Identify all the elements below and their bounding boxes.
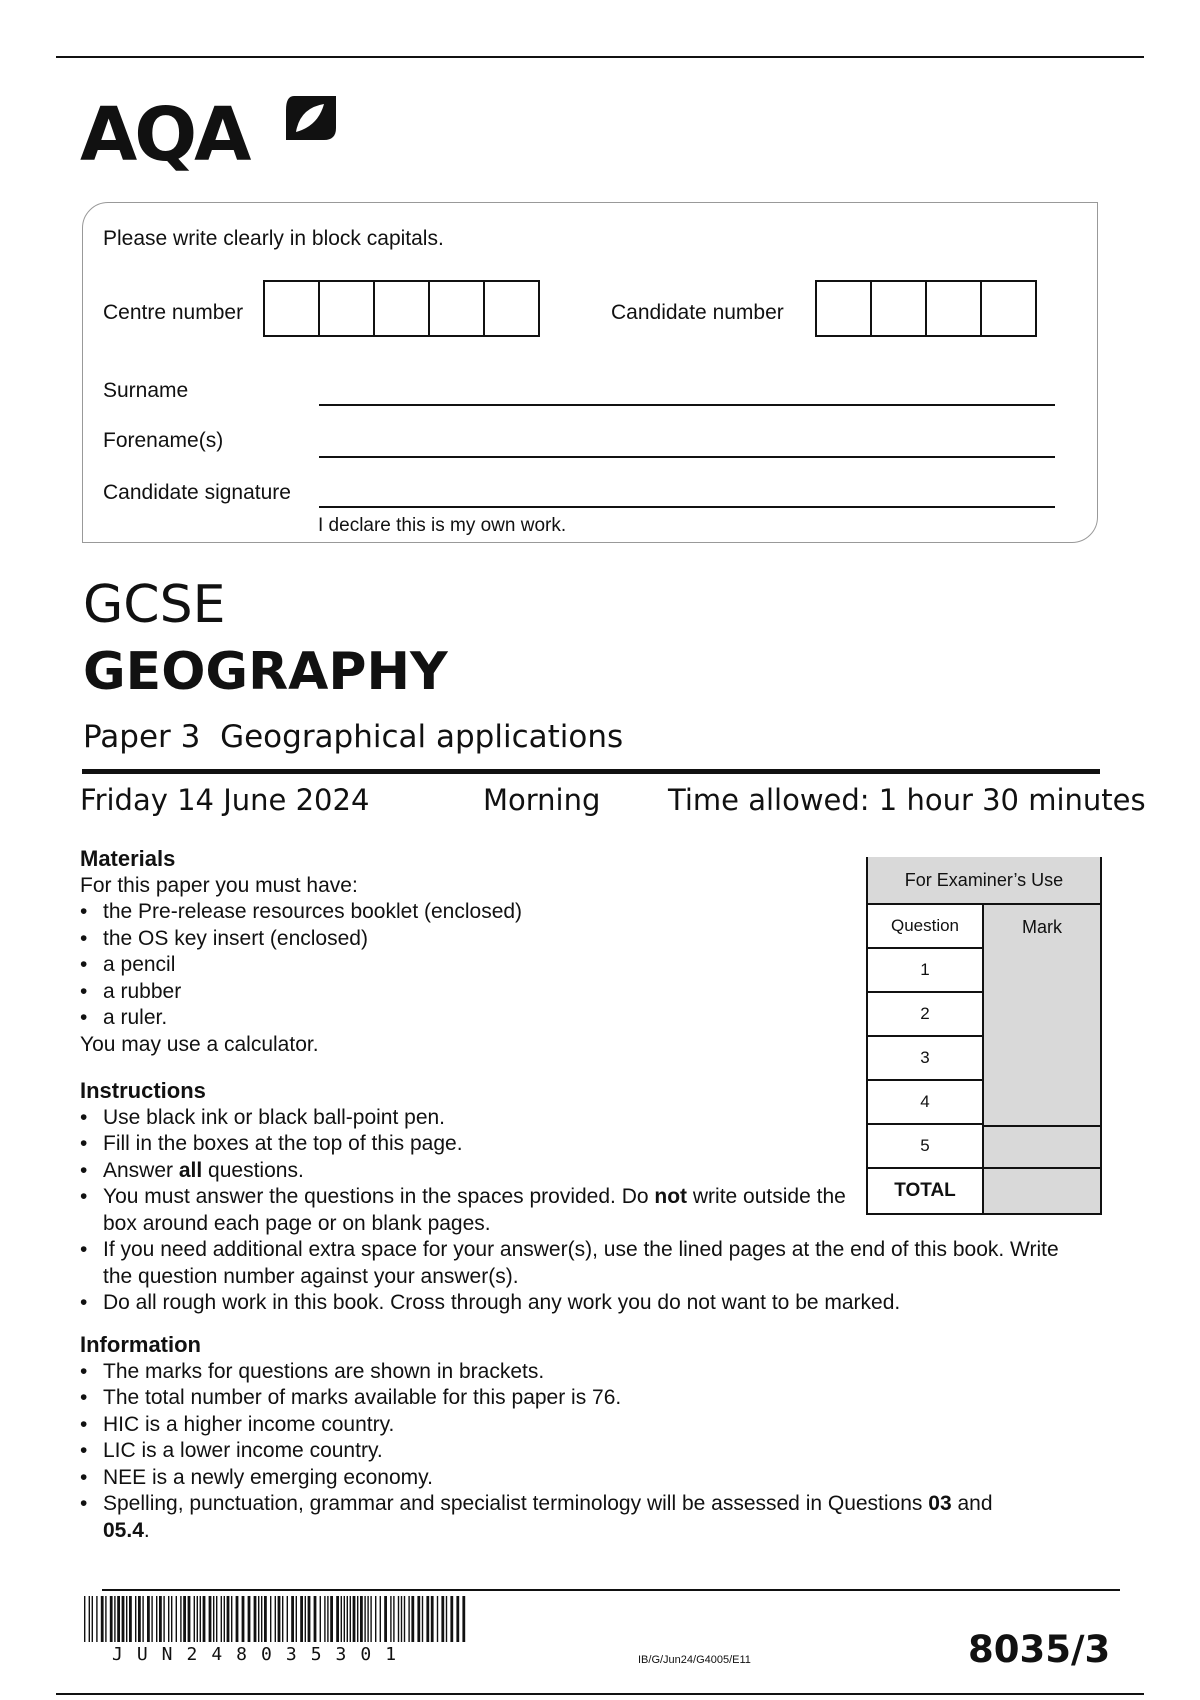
footer-rule	[102, 1589, 1120, 1591]
candidate-number-digit-box[interactable]	[980, 280, 1037, 337]
centre-number-digit-box[interactable]	[318, 280, 375, 337]
examiner-table-row	[866, 949, 1102, 993]
spag-question-ref: 05.4	[103, 1518, 144, 1542]
barcode-icon	[84, 1596, 469, 1642]
aqa-logo-mark-icon	[280, 90, 340, 150]
information-heading: Information	[80, 1332, 201, 1357]
instruction-item	[80, 1184, 870, 1237]
candidate-number-digit-box[interactable]	[925, 280, 982, 337]
information-item: • HIC is a higher income country.	[80, 1412, 1080, 1439]
materials-heading: Materials	[80, 846, 176, 871]
surname-label: Surname	[103, 379, 189, 402]
examiner-table-total-row	[866, 1169, 1102, 1215]
candidate-details-box	[82, 202, 1098, 543]
instruction-text: write outside the box around each page or on blank pages.	[103, 1185, 846, 1235]
mark-column-header: Mark	[984, 905, 1102, 949]
block-capitals-instruction: Please write clearly in block capitals.	[103, 227, 444, 250]
information-item	[80, 1491, 1015, 1544]
materials-item: • a rubber	[80, 979, 522, 1006]
instruction-emphasis: all	[178, 1158, 203, 1182]
materials-item: • the Pre-release resources booklet (enclosed)	[80, 899, 522, 926]
mark-cell	[984, 1081, 1102, 1125]
barcode-digits: JUN248035301	[112, 1644, 411, 1665]
forenames-line[interactable]	[319, 456, 1055, 458]
exam-date: Friday 14 June 2024	[80, 783, 370, 817]
document-reference: IB/G/Jun24/G4005/E11	[638, 1654, 751, 1666]
total-label: TOTAL	[866, 1169, 984, 1215]
materials-list	[80, 899, 522, 1032]
mark-cell	[984, 1125, 1102, 1169]
centre-number-digit-box[interactable]	[373, 280, 430, 337]
materials-item: • the OS key insert (enclosed)	[80, 926, 522, 953]
information-item: • The marks for questions are shown in brackets.	[80, 1359, 1080, 1386]
information-item: • The total number of marks available for this paper is 76.	[80, 1385, 1080, 1412]
information-item: • NEE is a newly emerging economy.	[80, 1465, 1080, 1492]
qualification-title: GCSE	[83, 575, 226, 635]
materials-item: • a pencil	[80, 952, 522, 979]
surname-line[interactable]	[319, 404, 1055, 406]
paper-title: Paper 3 Geographical applications	[83, 719, 624, 755]
instruction-text: Do all rough work in this book. Cross through any work you do not want to be marked.	[103, 1291, 901, 1314]
title-rule	[82, 769, 1100, 774]
spag-text: Spelling, punctuation, grammar and specialist terminology will be assessed in Questions	[103, 1492, 929, 1515]
declaration-text: I declare this is my own work.	[318, 515, 567, 536]
aqa-logo	[80, 90, 350, 185]
mark-cell	[984, 1037, 1102, 1081]
instruction-text: You must answer the questions in the spaces provided. Do	[103, 1185, 655, 1208]
materials-section	[80, 846, 522, 1058]
instruction-emphasis: not	[654, 1185, 688, 1208]
examiner-table-row	[866, 1037, 1102, 1081]
information-section	[80, 1332, 1080, 1544]
instruction-item	[80, 1290, 1080, 1317]
signature-label: Candidate signature	[103, 481, 291, 504]
mark-cell	[984, 993, 1102, 1037]
exam-session: Morning	[483, 783, 601, 817]
candidate-number-digit-box[interactable]	[815, 280, 872, 337]
bottom-rule	[56, 1693, 1144, 1695]
instruction-item	[80, 1237, 1070, 1290]
question-number: 2	[866, 993, 984, 1037]
examiner-table-row	[866, 1081, 1102, 1125]
mark-cell	[984, 949, 1102, 993]
total-mark-cell	[984, 1169, 1102, 1215]
examiner-table-row	[866, 1125, 1102, 1169]
calculator-note: You may use a calculator.	[80, 1032, 319, 1056]
signature-line[interactable]	[319, 506, 1055, 508]
instruction-text: If you need additional extra space for your answer(s), use the lined pages at the end of this book. Write the question number against your answer(s).	[103, 1238, 1059, 1288]
question-number: 1	[866, 949, 984, 993]
centre-number-digit-box[interactable]	[483, 280, 540, 337]
question-column-header: Question	[866, 905, 984, 949]
examiner-table-heading: For Examiner’s Use	[866, 857, 1102, 905]
spag-question-ref: 03	[928, 1492, 952, 1515]
question-number: 5	[866, 1125, 984, 1169]
spag-text: .	[143, 1518, 150, 1542]
logo-text: AQA	[80, 92, 249, 178]
time-allowed: Time allowed: 1 hour 30 minutes	[668, 783, 1146, 817]
question-number: 3	[866, 1037, 984, 1081]
instructions-heading: Instructions	[80, 1078, 206, 1103]
materials-intro: For this paper you must have:	[80, 873, 358, 897]
top-rule	[56, 56, 1144, 58]
materials-item: • a ruler.	[80, 1005, 522, 1032]
spag-text: and	[951, 1492, 993, 1515]
information-list	[80, 1359, 1080, 1545]
candidate-number-digit-box[interactable]	[870, 280, 927, 337]
instruction-text: Fill in the boxes at the top of this page.	[103, 1132, 463, 1155]
instruction-text: Use black ink or black ball-point pen.	[103, 1105, 446, 1129]
centre-number-digit-box[interactable]	[428, 280, 485, 337]
information-item: • LIC is a lower income country.	[80, 1438, 1080, 1465]
instruction-text: questions.	[202, 1158, 304, 1182]
centre-number-label: Centre number	[103, 301, 244, 324]
examiner-table-row	[866, 993, 1102, 1037]
candidate-number-boxes	[817, 280, 1037, 337]
forenames-label: Forename(s)	[103, 429, 224, 452]
subject-title: GEOGRAPHY	[83, 642, 448, 702]
examiner-table-header-row	[866, 905, 1102, 949]
examiner-use-table	[866, 857, 1102, 1215]
question-number: 4	[866, 1081, 984, 1125]
candidate-number-label: Candidate number	[611, 301, 784, 324]
paper-code: 8035/3	[968, 1628, 1111, 1671]
centre-number-digit-box[interactable]	[263, 280, 320, 337]
instruction-text: Answer	[103, 1158, 179, 1182]
centre-number-boxes	[265, 280, 540, 337]
